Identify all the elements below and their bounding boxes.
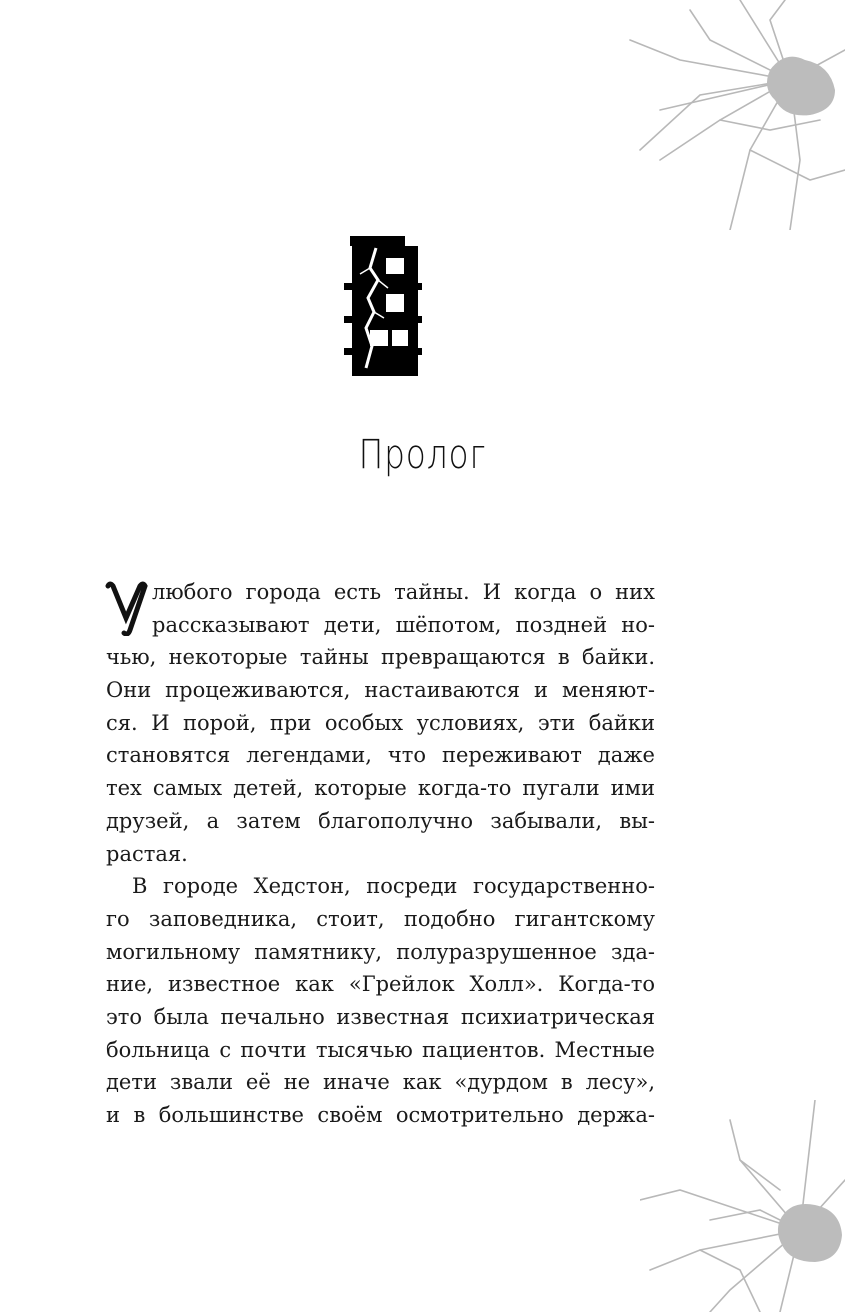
text-line: любого города есть тайны. И когда о них bbox=[152, 580, 655, 604]
text-line: друзей, а затем благополучно забывали, вы- bbox=[106, 808, 655, 833]
text-line: чью, некоторые тайны превращаются в байки. bbox=[106, 645, 655, 670]
text-line: больница с почти тысячью пациентов. Местные bbox=[106, 1037, 655, 1062]
paragraph-2 bbox=[106, 870, 655, 1132]
text-line: ся. И порой, при особых условиях, эти байки bbox=[106, 710, 655, 735]
text-line: рассказывают дети, шёпотом, поздней но- bbox=[152, 612, 655, 637]
text-line: ние, известное как «Грейлок Холл». Когда-то bbox=[106, 972, 655, 997]
crack-decoration-bottom bbox=[640, 1100, 845, 1312]
body-text bbox=[106, 576, 655, 1132]
text-line: го заповедника, стоит, подобно гигантскому bbox=[106, 906, 655, 931]
chapter-title: Пролог bbox=[358, 432, 487, 478]
text-line: это была печально известная психиатрическая bbox=[106, 1004, 655, 1029]
text-line: дети звали её не иначе как «дурдом в лесу», bbox=[106, 1070, 655, 1095]
text-line: и в большинстве своём осмотрительно держа- bbox=[106, 1103, 655, 1127]
paragraph-1 bbox=[106, 576, 655, 870]
cracked-building-icon bbox=[330, 228, 430, 378]
text-line: растая. bbox=[106, 841, 188, 866]
crack-decoration-top bbox=[600, 0, 845, 230]
text-line: могильному памятнику, полуразрушенное зда- bbox=[106, 939, 655, 964]
text-line: В городе Хедстон, посреди государственно- bbox=[132, 874, 655, 899]
text-line: Они процеживаются, настаиваются и меняют- bbox=[106, 678, 655, 703]
drop-cap-letter bbox=[104, 580, 152, 636]
text-line: тех самых детей, которые когда-то пугали ими bbox=[106, 776, 655, 801]
svg-text:У: У bbox=[104, 580, 105, 581]
text-line: становятся легендами, что переживают даже bbox=[106, 743, 655, 768]
